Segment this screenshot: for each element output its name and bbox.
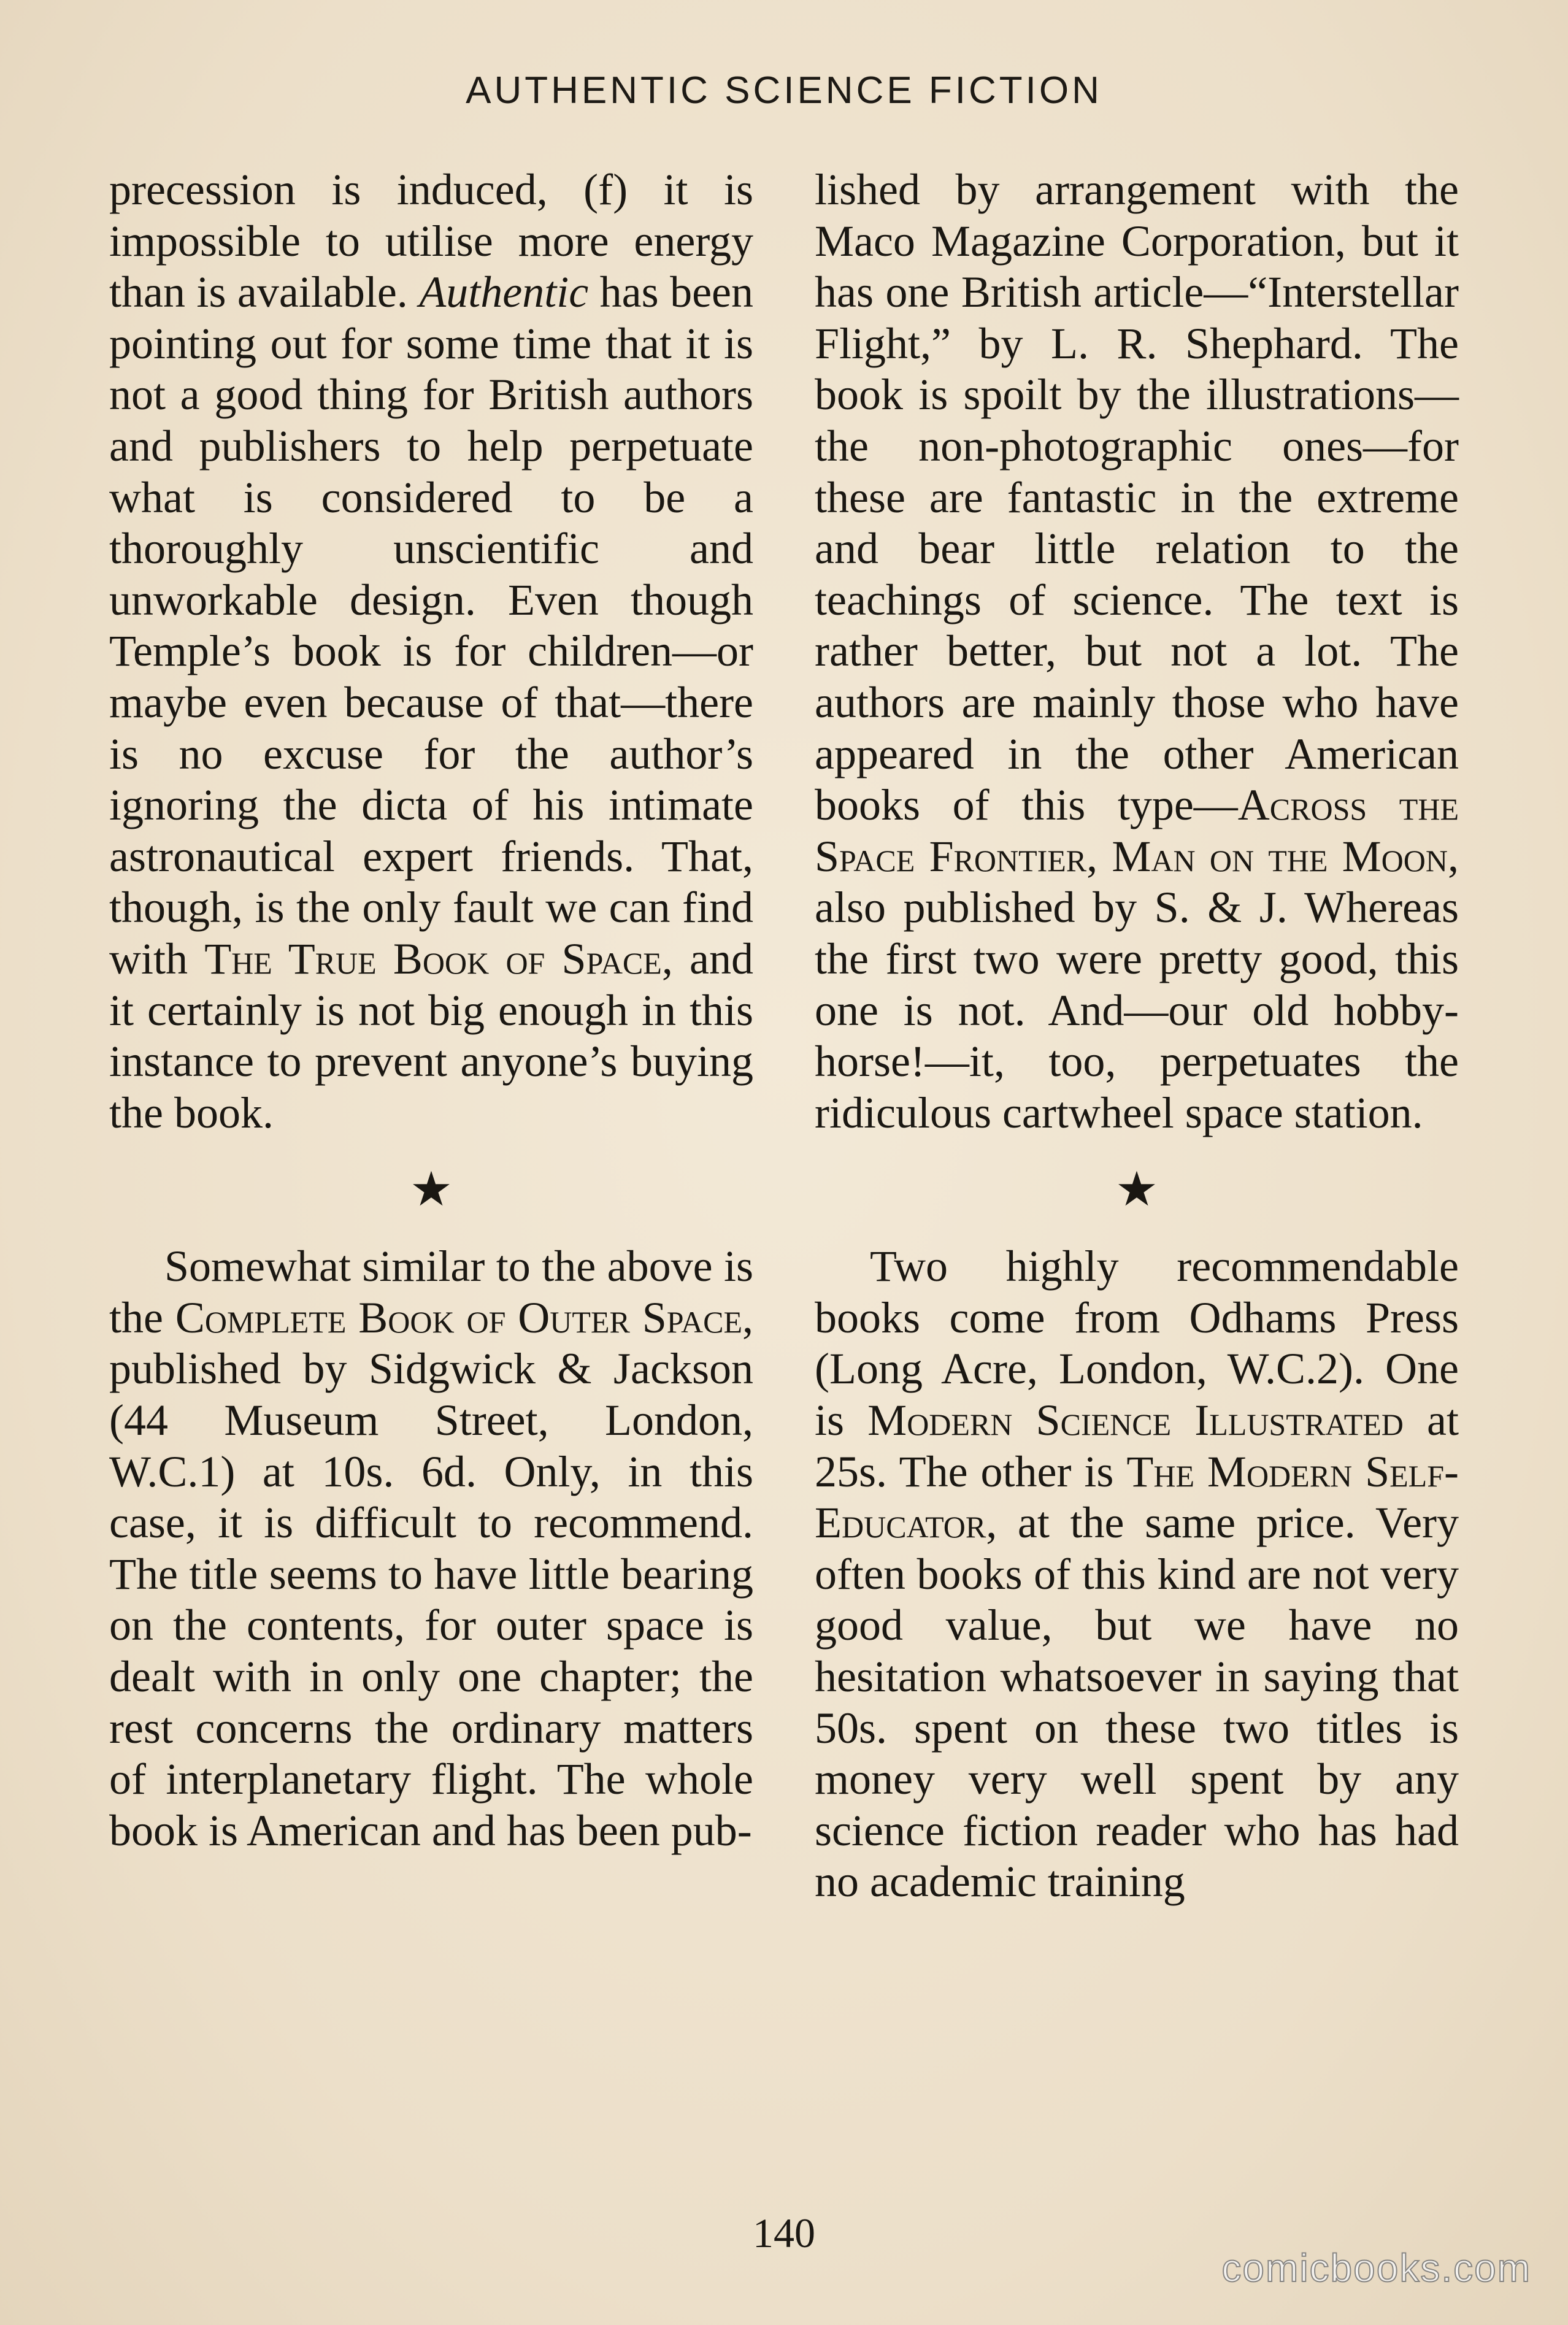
running-head: AUTHENTIC SCIENCE FICTION: [466, 69, 1102, 112]
right-paragraph-1: lished by arrangement with the Maco Magazine Corporation, but it has one British article—“Interstellar Flight,” by L. R. Shephard. The book is spoilt by the illustrations—the non-photographic ones—for these are fantastic in the extreme and bear little relation to the teachings of science. The text is rather better, but not a lot. The authors are mainly those who have appeared in the other American books of this type—Across the Space Frontier, Man on the Moon, also published by S. & J. Whereas the first two were pretty good, this one is not. And—our old hobby-horse!—it, too, perpetuates the ridiculous cartwheel space station.: [815, 165, 1459, 1137]
book-title: The Modern Self-Educator: [815, 1447, 1459, 1548]
star-separator-icon: ★: [410, 1162, 453, 1218]
book-title: Across the Space Frontier: [815, 780, 1459, 881]
right-column: [815, 164, 1459, 1908]
left-paragraph-1: precession is induced, (f) it is impossible to utilise more energy than is available. Authentic has been pointing out for some time that it is not a good thing for British authors and publishers to help perpetuate what is considered to be a thoroughly unscientific and unworkable design. Even though Temple’s book is for children—or maybe even because of that—there is no excuse for the author’s ignoring the dicta of his intimate astronautical expert friends. That, though, is the only fault we can find with The True Book of Space, and it certainly is not big enough in this instance to prevent anyone’s buying the book.: [109, 165, 753, 1137]
book-title: Complete Book of Outer Space: [175, 1293, 742, 1342]
left-column: [109, 164, 753, 1856]
right-paragraph-2: Two highly recommendable books come from Odhams Press (Long Acre, London, W.C.2). One is Modern Science Illustrated at 25s. The other is The Modern Self-Educator, at the same price. Very often books of this kind are not very good value, but we have no hesitation whatsoever in saying that 50s. spent on these two titles is money very well spent by any science fiction reader who has had no academic training: [815, 1242, 1459, 1907]
book-title: Modern Science Illustrated: [867, 1396, 1404, 1445]
magazine-title: Authentic: [419, 267, 589, 317]
book-title: The True Book of Space: [204, 934, 662, 983]
page-number: 140: [753, 2210, 815, 2256]
watermark: comicbooks.com: [1221, 2246, 1531, 2290]
star-separator-icon: ★: [1115, 1162, 1158, 1218]
left-paragraph-2: Somewhat similar to the above is the Complete Book of Outer Space, published by Sidgwick & Jackson (44 Museum Street, London, W.C.1) at 10s. 6d. Only, in this case, it is difficult to recommend. The title seems to have little bearing on the contents, for outer space is dealt with in only one chapter; the rest concerns the ordinary matters of interplanetary flight. The whole book is American and has been pub-: [109, 1242, 753, 1855]
book-title: Man on the Moon: [1112, 831, 1448, 881]
